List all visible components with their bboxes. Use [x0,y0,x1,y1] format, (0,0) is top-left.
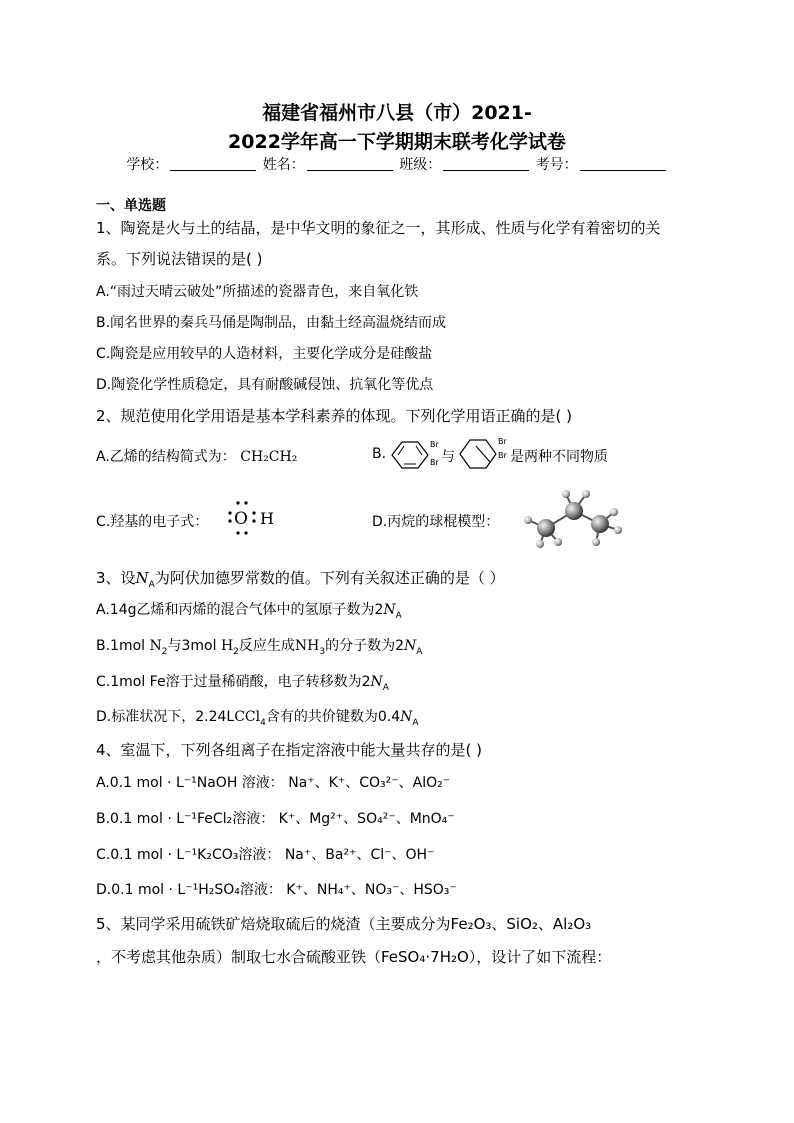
number-label: 考号： [535,157,578,173]
name-blank[interactable] [307,156,393,171]
q2-option-b-tail: 是两种不同物质 [510,449,608,465]
q1-stem-line2: 系。下列说法错误的是( ) [96,250,263,268]
q3-option-b-text4: 的分子数为2 [325,638,405,654]
q3-option-b-text1: B.1mol [96,638,150,654]
br-label-1: Br [430,440,439,449]
na-subscript: A [395,610,402,621]
q1-option-a: A.“雨过天晴云破处”所描述的瓷器青色，来自氧化铁 [96,284,419,300]
q3-option-b-text2: 与3mol [167,638,221,654]
q3-option-d-text2: 含有的共价键数为0.4 [265,709,401,725]
number-blank[interactable] [580,156,666,171]
na-symbol: N [370,674,383,690]
na-symbol: N [404,638,417,654]
na-symbol: N [400,709,413,725]
q4-stem: 4、室温下，下列各组离子在指定溶液中能大量共存的是( ) [96,741,483,759]
q3-stem [96,567,505,590]
nh3-formula: NH [294,638,320,654]
q3-option-c-text: C.1mol Fe溶于过量稀硝酸，电子转移数为2 [96,674,371,690]
propane-ball-stick-model [514,484,626,554]
hydrogen-symbol: H [260,509,274,528]
q3-option-a-text: A.14g乙烯和丙烯的混合气体中的氢原子数为2 [96,602,384,618]
dibromobenzene-structure-2 [454,432,512,478]
ccl4-formula: CCl [234,709,261,725]
school-label: 学校： [126,157,169,173]
q4-option-c: C.0.1 mol · L⁻¹K₂CO₃溶液： Na⁺、Ba²⁺、Cl⁻、OH⁻ [96,847,435,863]
q3-option-d-text1: D.标准状况下，2.24L [96,709,235,725]
title-line-2: 2022学年高一下学期期末联考化学试卷 [228,131,566,153]
q3-option-c [96,671,389,693]
q2-option-b-and: 与 [441,449,455,465]
q3-option-a [96,599,402,621]
br-label-4: Br [498,451,507,460]
q2-option-d-label: D.丙烷的球棍模型： [372,514,500,530]
h2-subscript: 2 [233,646,239,657]
q1-option-d: D.陶瓷化学性质稳定，具有耐酸碱侵蚀、抗氧化等优点 [96,377,434,393]
q4-option-b: B.0.1 mol · L⁻¹FeCl₂溶液： K⁺、Mg²⁺、SO₄²⁻、MnO₄⁻ [96,811,455,827]
q2-option-b-label: B. [372,446,387,462]
q1-option-c: C.陶瓷是应用较早的人造材料，主要化学成分是硅酸盐 [96,346,433,362]
class-blank[interactable] [443,156,529,171]
na-subscript: A [416,646,423,657]
class-label: 班级： [399,157,442,173]
q3-option-b-text3: 反应生成 [238,638,295,654]
nh3-subscript: 3 [319,646,326,657]
q5-stem-line2: ，不考虑其他杂质）制取七水合硫酸亚铁（FeSO₄·7H₂O），设计了如下流程： [96,948,612,966]
q3-stem-part1: 3、设 [96,569,136,587]
hydroxyl-electron-formula [226,496,280,540]
name-label: 姓名： [262,157,305,173]
q3-stem-part2: 为阿伏加德罗常数的值。下列有关叙述正确的是（ ） [154,569,505,587]
q2-option-a-label: A.乙烯的结构简式为： [96,449,236,465]
q1-option-b: B.闻名世界的秦兵马俑是陶制品，由黏土经高温烧结而成 [96,315,447,331]
q5-stem-line1: 5、某同学采用硫铁矿焙烧取硫后的烧渣（主要成分为Fe₂O₃、SiO₂、Al₂O₃ [96,915,592,933]
na-subscript: A [412,717,419,728]
q1-stem-line1: 1、陶瓷是火与土的结晶，是中华文明的象征之一，其形成、性质与化学有着密切的关 [96,219,661,237]
q4-option-a: A.0.1 mol · L⁻¹NaOH 溶液： Na⁺、K⁺、CO₃²⁻、AlO₂⁻ [96,775,451,791]
school-blank[interactable] [170,156,256,171]
ccl4-subscript: 4 [260,717,266,728]
n2-formula: N [149,638,162,654]
na-subscript: A [382,682,389,693]
title-line-1: 福建省福州市八县（市）2021- [262,102,532,124]
na-subscript: A [148,580,155,590]
h2-formula: H [220,638,234,654]
q2-option-a-formula: CH₂CH₂ [240,449,298,465]
section-title: 一、单选题 [96,198,166,214]
q2-stem: 2、规范使用化学用语是基本学科素养的体现。下列化学用语正确的是( ) [96,407,573,425]
q2-option-a [96,446,297,466]
student-info-row [0,154,794,174]
q2-option-c-label: C.羟基的电子式： [96,514,209,530]
oxygen-symbol: O [234,509,248,529]
br-label-3: Br [498,437,507,446]
q4-option-d: D.0.1 mol · L⁻¹H₂SO₄溶液： K⁺、NH₄⁺、NO₃⁻、HSO₃⁻ [96,882,457,898]
dibromobenzene-structure-1 [386,434,444,476]
br-label-2: Br [430,458,439,467]
q3-option-d [96,706,419,728]
n2-subscript: 2 [161,646,168,657]
na-symbol: N [383,602,396,618]
q3-option-b [96,635,422,657]
na-symbol: N [135,569,149,587]
